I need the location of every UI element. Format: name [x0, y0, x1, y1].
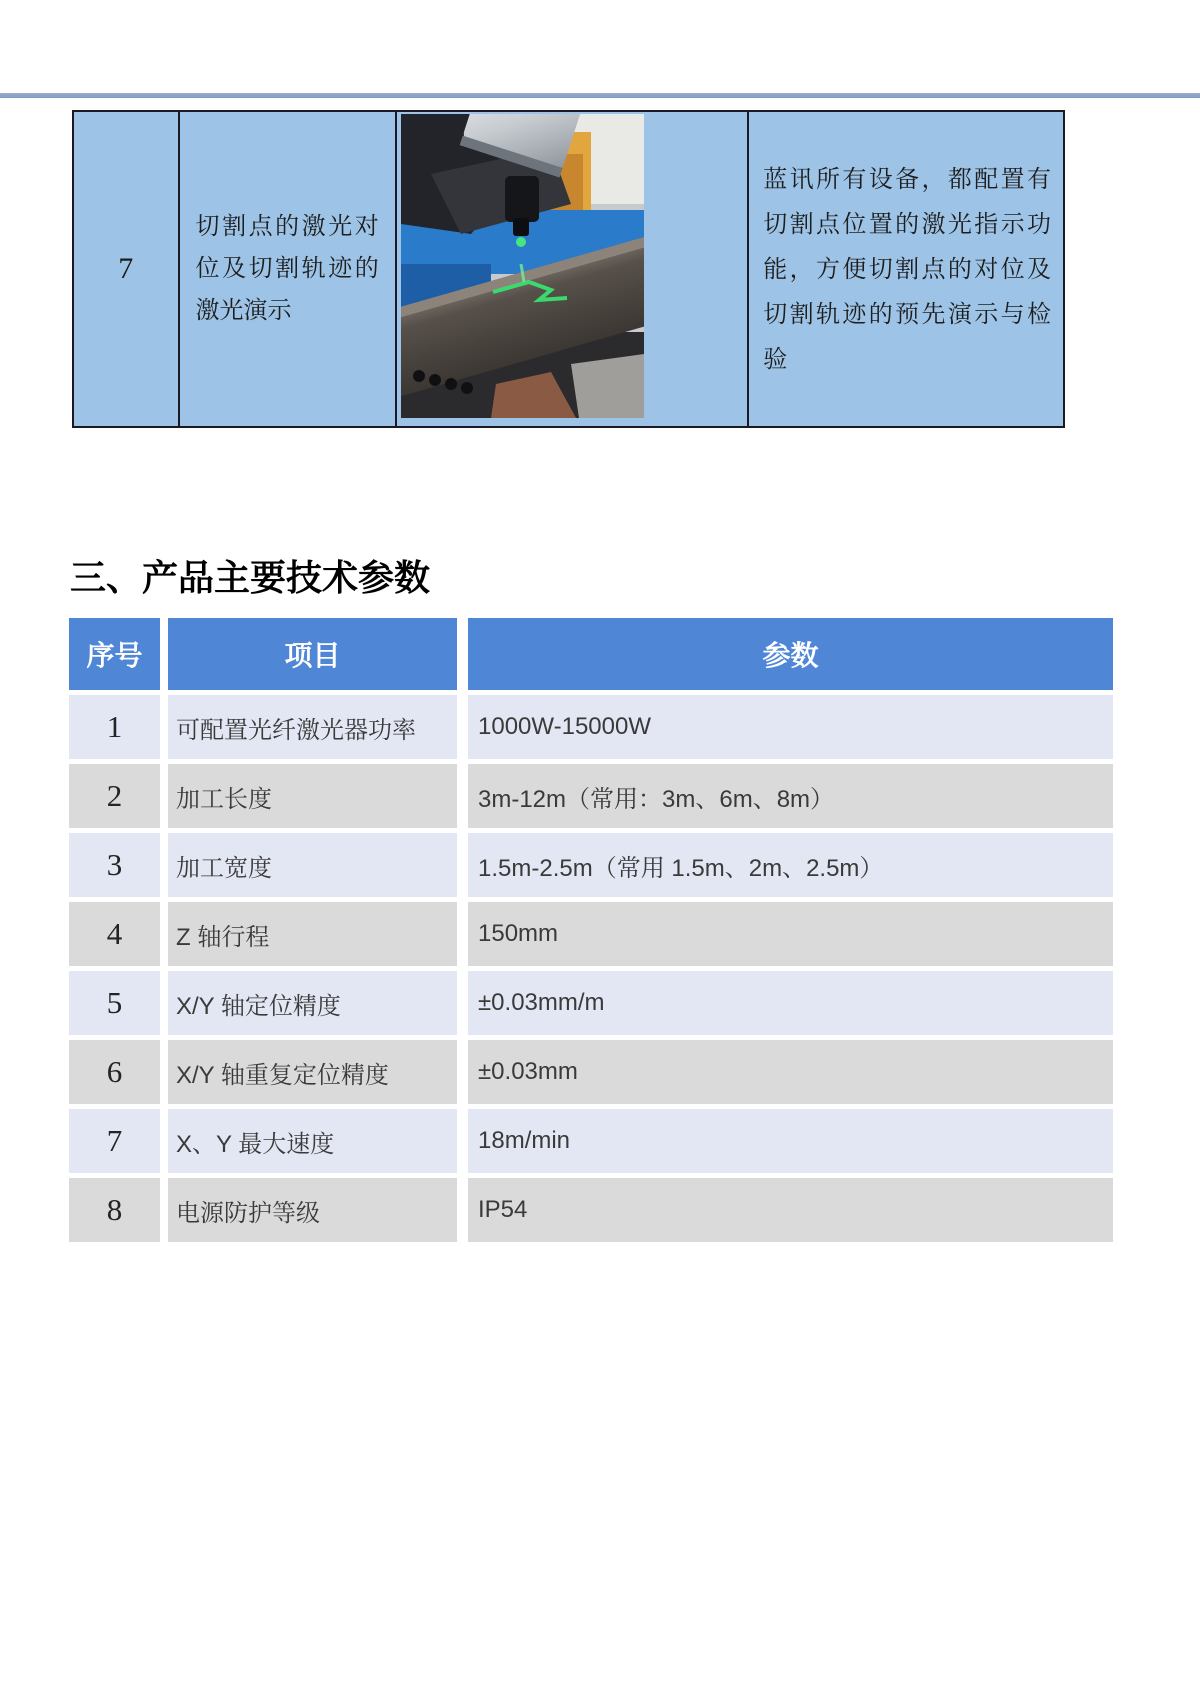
column-gap	[160, 902, 168, 966]
column-gap	[160, 764, 168, 828]
row-value: 1000W-15000W	[468, 695, 1113, 759]
row-number: 2	[69, 764, 160, 828]
row-item-label: 加工宽度	[168, 833, 457, 897]
params-table-header	[69, 618, 1113, 690]
table-row	[69, 764, 1113, 828]
row-number: 7	[69, 1109, 160, 1173]
table-row	[69, 833, 1113, 897]
feature-photo-cell	[397, 112, 749, 426]
column-gap	[160, 618, 168, 690]
column-gap	[457, 764, 468, 828]
params-table	[69, 618, 1113, 1247]
section-heading: 三、产品主要技术参数	[70, 558, 431, 598]
column-gap	[160, 1040, 168, 1104]
table-row	[69, 1178, 1113, 1242]
column-gap	[457, 902, 468, 966]
feature-description-text: 蓝讯所有设备，都配置有切割点位置的激光指示功能，方便切割点的对位及切割轨迹的预先演示与检验	[763, 165, 1051, 373]
row-number: 4	[69, 902, 160, 966]
row-value: 18m/min	[468, 1109, 1113, 1173]
column-gap	[160, 971, 168, 1035]
column-gap	[160, 1109, 168, 1173]
header-cell-no: 序号	[69, 618, 160, 690]
row-value: IP54	[468, 1178, 1113, 1242]
row-item-label: X/Y 轴重复定位精度	[168, 1040, 457, 1104]
feature-row-number	[74, 112, 180, 426]
row-item-label: 加工长度	[168, 764, 457, 828]
header-cell-item: 项目	[168, 618, 457, 690]
table-row	[69, 695, 1113, 759]
row-value: 1.5m-2.5m（常用 1.5m、2m、2.5m）	[468, 833, 1113, 897]
row-number: 3	[69, 833, 160, 897]
column-gap	[457, 833, 468, 897]
column-gap	[457, 1040, 468, 1104]
row-number: 5	[69, 971, 160, 1035]
row-item-label: Z 轴行程	[168, 902, 457, 966]
column-gap	[160, 1178, 168, 1242]
row-value: 150mm	[468, 902, 1113, 966]
row-item-label: X/Y 轴定位精度	[168, 971, 457, 1035]
feature-description-cell	[749, 112, 1063, 426]
row-item-label: 可配置光纤激光器功率	[168, 695, 457, 759]
column-gap	[457, 618, 468, 690]
feature-table-row-7	[72, 110, 1065, 428]
column-gap	[457, 695, 468, 759]
row-value: ±0.03mm	[468, 1040, 1113, 1104]
laser-alignment-demo-photo	[401, 114, 644, 418]
header-divider-rule	[0, 93, 1200, 98]
row-item-label: X、Y 最大速度	[168, 1109, 457, 1173]
feature-row-number-text: 7	[118, 252, 134, 285]
row-number: 8	[69, 1178, 160, 1242]
column-gap	[160, 833, 168, 897]
row-value: 3m-12m（常用：3m、6m、8m）	[468, 764, 1113, 828]
row-number: 1	[69, 695, 160, 759]
column-gap	[457, 971, 468, 1035]
row-number: 6	[69, 1040, 160, 1104]
table-row	[69, 1040, 1113, 1104]
feature-title-text: 切割点的激光对位及切割轨迹的激光演示	[195, 213, 379, 324]
column-gap	[457, 1178, 468, 1242]
row-value: ±0.03mm/m	[468, 971, 1113, 1035]
params-table-body	[69, 695, 1113, 1242]
table-row	[69, 1109, 1113, 1173]
table-row	[69, 971, 1113, 1035]
header-cell-value: 参数	[468, 618, 1113, 690]
column-gap	[457, 1109, 468, 1173]
column-gap	[160, 695, 168, 759]
table-row	[69, 902, 1113, 966]
row-item-label: 电源防护等级	[168, 1178, 457, 1242]
feature-title-cell	[180, 112, 397, 426]
